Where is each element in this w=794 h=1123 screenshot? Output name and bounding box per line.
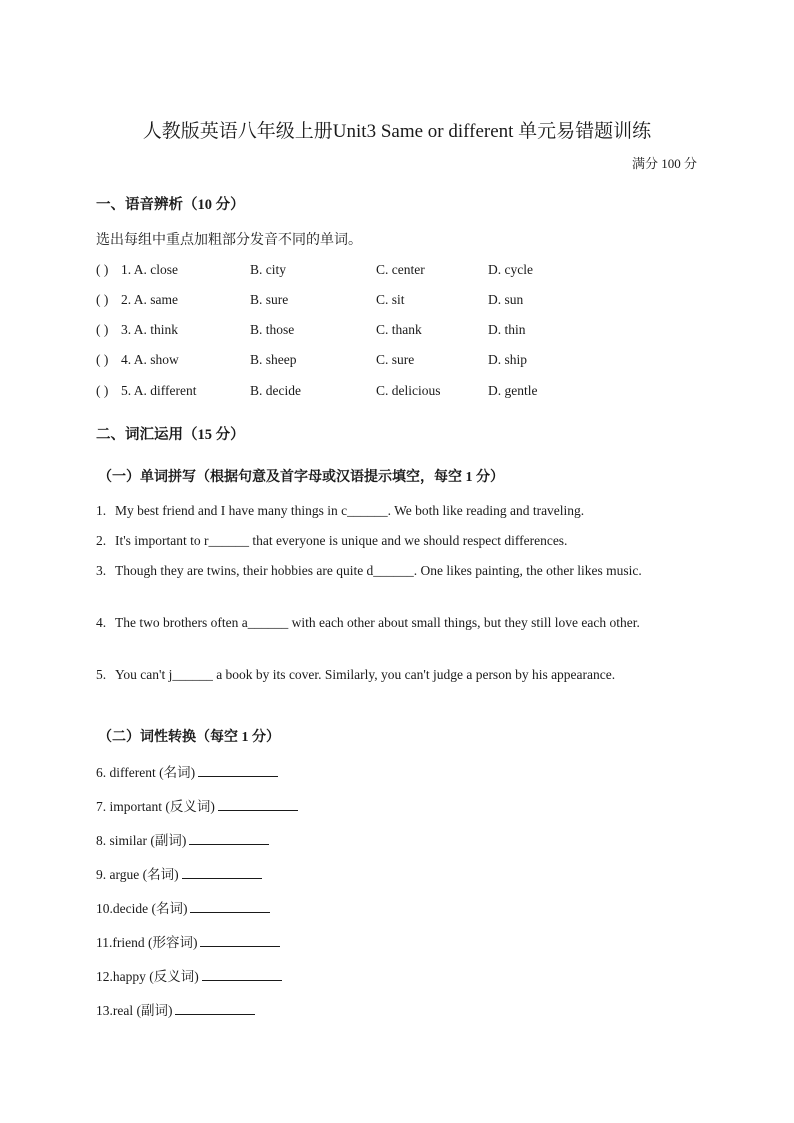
- option-a: 1. A. close: [121, 262, 178, 277]
- word-form-question: [96, 761, 278, 781]
- word-form-prompt: 10.decide (名词): [96, 901, 188, 916]
- word-form-prompt: 6. different (名词): [96, 765, 196, 780]
- option-c: C. sure: [376, 352, 415, 367]
- answer-parentheses[interactable]: ( ): [96, 292, 109, 307]
- question-number: 2.: [96, 533, 107, 548]
- option-a: 4. A. show: [121, 352, 179, 367]
- option-d: D. sun: [488, 292, 524, 307]
- answer-blank[interactable]: [182, 866, 262, 879]
- answer-parentheses[interactable]: ( ): [96, 383, 109, 398]
- word-form-prompt: 8. similar (副词): [96, 833, 187, 848]
- question-number: 5.: [96, 667, 107, 682]
- question-text: My best friend and I have many things in c______. We both like reading and traveling.: [115, 503, 585, 518]
- section-heading-vocabulary: 二、词汇运用（15 分）: [96, 427, 245, 443]
- option-a: 2. A. same: [121, 292, 178, 307]
- answer-blank[interactable]: [218, 798, 298, 811]
- spelling-question: [96, 560, 696, 582]
- spelling-question: [96, 500, 696, 522]
- page-title: 人教版英语八年级上册Unit3 Same or different 单元易错题训练: [142, 121, 652, 142]
- word-form-prompt: 7. important (反义词): [96, 799, 215, 814]
- option-b: B. sheep: [250, 352, 297, 367]
- option-b: B. city: [250, 262, 286, 277]
- question-text: You can't j______ a book by its cover. Similarly, you can't judge a person by his appearance.: [115, 667, 616, 682]
- word-form-prompt: 13.real (副词): [96, 1003, 173, 1018]
- subsection-heading-spelling: （一）单词拼写（根据句意及首字母或汉语提示填空，每空 1 分）: [98, 470, 504, 485]
- answer-parentheses[interactable]: ( ): [96, 262, 109, 277]
- option-b: B. sure: [250, 292, 289, 307]
- word-form-question: [96, 931, 280, 951]
- answer-parentheses[interactable]: ( ): [96, 352, 109, 367]
- option-a: 3. A. think: [121, 322, 179, 337]
- option-a: 5. A. different: [121, 383, 197, 398]
- spelling-question: [96, 664, 696, 686]
- option-b: B. those: [250, 322, 295, 337]
- word-form-question: [96, 829, 269, 849]
- spelling-question: [96, 612, 696, 634]
- question-text: The two brothers often a______ with each other about small things, but they still love each other.: [115, 615, 640, 630]
- word-form-prompt: 9. argue (名词): [96, 867, 179, 882]
- question-text: Though they are twins, their hobbies are quite d______. One likes painting, the other likes music.: [115, 563, 642, 578]
- option-c: C. thank: [376, 322, 422, 337]
- answer-blank[interactable]: [189, 832, 269, 845]
- spelling-question: [96, 530, 696, 552]
- option-d: D. gentle: [488, 383, 538, 398]
- word-form-question: [96, 897, 270, 917]
- option-d: D. ship: [488, 352, 528, 367]
- answer-blank[interactable]: [202, 968, 282, 981]
- total-score: 满分 100 分: [631, 156, 697, 171]
- subsection-heading-word-forms: （二）词性转换（每空 1 分）: [98, 730, 280, 745]
- word-form-question: [96, 965, 282, 985]
- question-number: 4.: [96, 615, 107, 630]
- question-number: 3.: [96, 563, 107, 578]
- answer-blank[interactable]: [198, 764, 278, 777]
- option-b: B. decide: [250, 383, 301, 398]
- answer-parentheses[interactable]: ( ): [96, 322, 109, 337]
- option-d: D. cycle: [488, 262, 533, 277]
- option-c: C. sit: [376, 292, 405, 307]
- option-c: C. center: [376, 262, 425, 277]
- option-d: D. thin: [488, 322, 526, 337]
- word-form-question: [96, 863, 262, 883]
- section-heading-phonetics: 一、语音辨析（10 分）: [96, 197, 245, 213]
- answer-blank[interactable]: [190, 900, 270, 913]
- question-text: It's important to r______ that everyone is unique and we should respect differences.: [115, 533, 568, 548]
- answer-blank[interactable]: [175, 1002, 255, 1015]
- word-form-prompt: 11.friend (形容词): [96, 935, 198, 950]
- option-c: C. delicious: [376, 383, 441, 398]
- section-instruction: 选出每组中重点加粗部分发音不同的单词。: [96, 233, 362, 248]
- word-form-prompt: 12.happy (反义词): [96, 969, 199, 984]
- question-number: 1.: [96, 503, 107, 518]
- word-form-question: [96, 999, 255, 1019]
- answer-blank[interactable]: [200, 934, 280, 947]
- word-form-question: [96, 795, 298, 815]
